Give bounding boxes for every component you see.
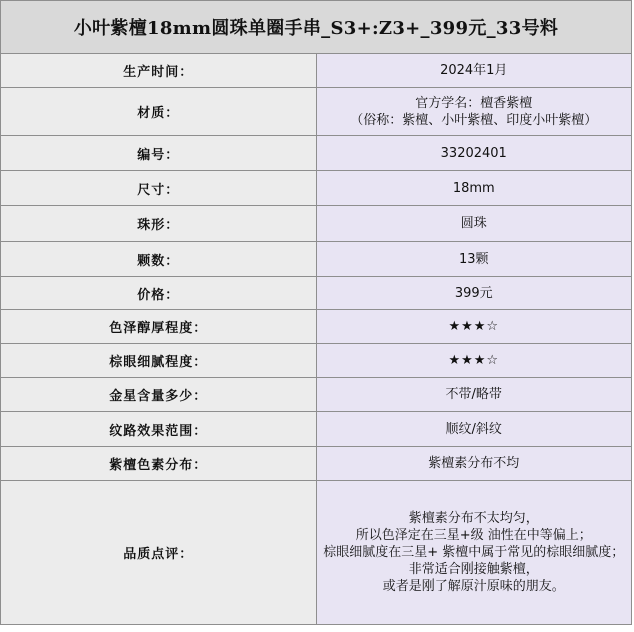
value-bead-count: 13颗	[316, 242, 632, 277]
value-color-richness-rating: ★★★☆	[316, 310, 632, 344]
title-row	[1, 1, 632, 54]
label-serial-number: 编号：	[1, 136, 317, 171]
label-golden-stars: 金星含量多少：	[1, 378, 317, 412]
spec-row-pore-fineness	[1, 344, 632, 378]
value-material	[316, 88, 632, 136]
value-pore-fineness-rating: ★★★☆	[316, 344, 632, 378]
label-pigment-distribution: 紫檀色素分布：	[1, 447, 317, 481]
spec-row-serial-number	[1, 136, 632, 171]
spec-row-material	[1, 88, 632, 136]
spec-row-golden-stars	[1, 378, 632, 412]
value-size: 18mm	[316, 171, 632, 206]
value-price: 399元	[316, 277, 632, 310]
spec-row-color-richness	[1, 310, 632, 344]
spec-row-price	[1, 277, 632, 310]
spec-row-size	[1, 171, 632, 206]
label-price: 价格：	[1, 277, 317, 310]
value-quality-review	[316, 481, 632, 625]
material-official-name: 官方学名：檀香紫檀	[415, 95, 533, 111]
label-bead-shape: 珠形：	[1, 206, 317, 242]
spec-row-bead-shape	[1, 206, 632, 242]
label-bead-count: 颗数：	[1, 242, 317, 277]
spec-row-pigment-distribution	[1, 447, 632, 481]
review-line: 或者是刚了解原汁原味的朋友。	[382, 579, 565, 594]
value-bead-shape: 圆珠	[316, 206, 632, 242]
spec-row-grain-pattern	[1, 412, 632, 447]
label-grain-pattern: 纹路效果范围：	[1, 412, 317, 447]
label-size: 尺寸：	[1, 171, 317, 206]
product-title: 小叶紫檀18mm圆珠单圈手串_S3+:Z3+_399元_33号料	[1, 1, 632, 54]
label-production-date: 生产时间：	[1, 54, 317, 88]
label-quality-review: 品质点评：	[1, 481, 317, 625]
review-line: 所以色泽定在三星+级 油性在中等偏上；	[355, 528, 592, 543]
material-common-names: （俗称：紫檀、小叶紫檀、印度小叶紫檀）	[350, 112, 598, 128]
label-material: 材质：	[1, 88, 317, 136]
spec-row-production-date	[1, 54, 632, 88]
review-line: 紫檀素分布不太均匀，	[408, 511, 539, 526]
label-color-richness: 色泽醇厚程度：	[1, 310, 317, 344]
value-pigment-distribution: 紫檀素分布不均	[316, 447, 632, 481]
review-line: 非常适合刚接触紫檀，	[408, 562, 539, 577]
value-golden-stars: 不带/略带	[316, 378, 632, 412]
spec-row-quality-review	[1, 481, 632, 625]
label-pore-fineness: 棕眼细腻程度：	[1, 344, 317, 378]
spec-row-bead-count	[1, 242, 632, 277]
value-grain-pattern: 顺纹/斜纹	[316, 412, 632, 447]
value-serial-number: 33202401	[316, 136, 632, 171]
review-line: 棕眼细腻度在三星+ 紫檀中属于常见的棕眼细腻度；	[323, 545, 625, 560]
value-production-date: 2024年1月	[316, 54, 632, 88]
